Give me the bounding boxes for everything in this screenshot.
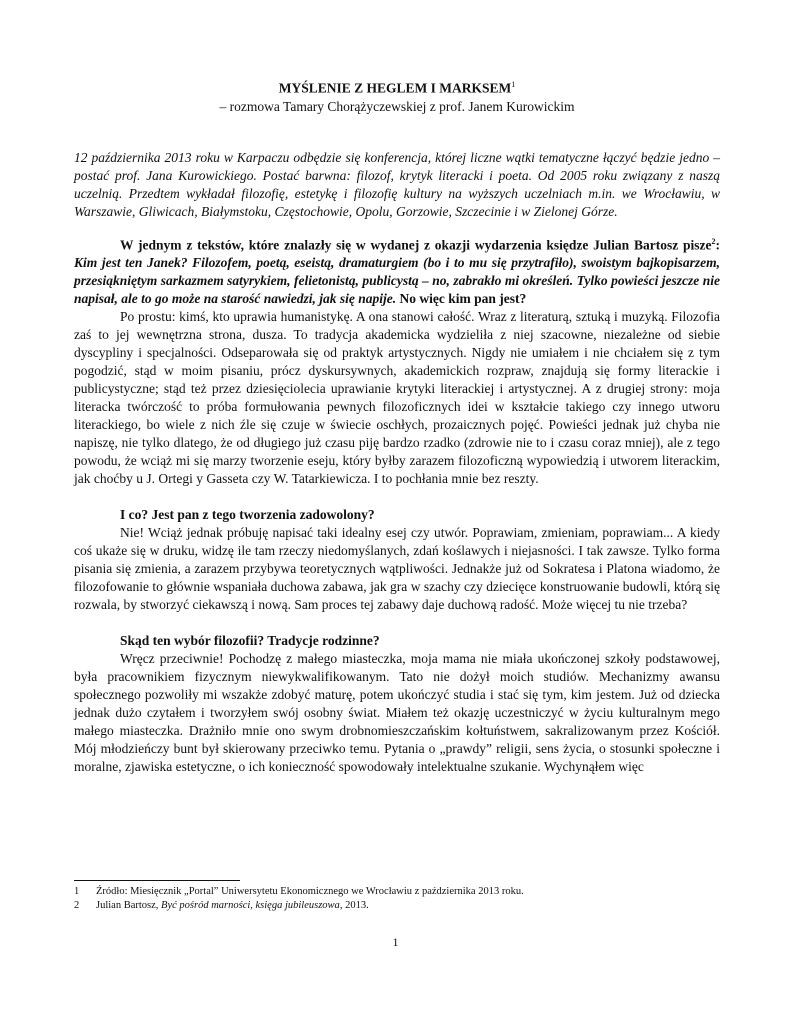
footnote-2: 2 Julian Bartosz, Być pośród marności, księga jubileuszowa, 2013. [74,900,369,911]
answer-2: Nie! Wciąż jednak próbuję napisać taki idealny esej czy utwór. Poprawiam, zmieniam, poprawiam... A kiedy coś ukaże się w druku, widzę ile tam rzeczy niedomyślanych, zdań koślawych i niejasności. I tak zawsze. Tylko forma pisania się zmienia, a zarazem przybywa teoretycznych wątpliwości. Jednakże już od Sokratesa i Platona wiadomo, że filozofowanie to głównie wspaniała duchowa zabawa, jak gra w szachy czy dziecięce konstruowanie budowli, którą się rozwala, by stworzyć ciekawszą i nową. Sam proces tej zabawy daje duchową radość. Może więcej tu nie trzeba? [74,525,720,612]
question-1-quote: Kim jest ten Janek? Filozofem, poetą, eseistą, dramaturgiem (bo i to mu się przytrafiło), swoistym bajkopisarzem, przesiąkniętym sarkazmem satyrykiem, felietonistą, publicystą – no, zabrakło mi określeń. Tylko powieści jeszcze nie napisał, ale to go może na starość nawiedzi, jak się napije. [74,255,720,306]
footnotes [74,880,720,913]
question-2: I co? Jest pan z tego tworzenia zadowolony? [120,507,375,522]
footnote-divider [74,880,240,881]
document-page [74,76,720,776]
question-1-intro: W jednym z tekstów, które znalazły się w wydanej z okazji wydarzenia księdze Julian Bartosz pisze [120,237,712,252]
question-1: W jednym z tekstów, które znalazły się w wydanej z okazji wydarzenia księdze Julian Bartosz pisze$^2$: Kim jest ten Janek? Filozofem, poetą, eseistą, dramaturgiem (bo i to mu się przytrafiło), swoistym bajkopisarzem, przesiąkniętym sarkazmem satyrykiem, felietonistą, publicystą – no, zabrakło mi określeń. Tylko powieści jeszcze nie napisał, ale to go może na starość nawiedzi, jak się napije. No więc kim pan jest? [74,236,720,306]
footnote-ref-2[interactable]: 2 [711,236,716,246]
book-title: Być pośród marności, księga jubileuszowa [161,900,340,911]
article-subtitle: – rozmowa Tamary Chorążyczewskiej z prof. Janem Kurowickim [219,98,575,114]
question-1-ask: No więc kim pan jest? [396,291,527,306]
lead-paragraph: 12 października 2013 roku w Karpaczu odbędzie się konferencja, której liczne wątki tematyczne łączyć będzie jedno – postać prof. Jana Kurowickiego. Postać barwna: filozof, krytyk literacki i poeta. Od 2005 roku związany z naszą uczelnią. Przedtem wykładał filozofię, estetykę i filozofię kultury na wyższych uczelniach m.in. we Wrocławiu, w Warszawie, Gliwicach, Białymstoku, Częstochowie, Opolu, Gorzowie, Szczecinie i w Zielonej Górze. [74,149,720,219]
footnote-1: 1 Źródło: Miesięcznik „Portal” Uniwersytetu Ekonomicznego we Wrocławiu z października 2013 roku. [74,886,524,897]
question-3: Skąd ten wybór filozofii? Tradycje rodzinne? [120,633,380,648]
title-text: MYŚLENIE Z HEGLEM I MARKSEM [278,80,512,96]
article-title [74,76,720,98]
footnote-ref-1[interactable]: 1 [511,80,516,89]
answer-3: Wręcz przeciwnie! Pochodzę z małego miasteczka, moja mama nie miała ukończonej szkoły podstawowej, była pracownikiem fizycznym niewykwalifikowanym. Tato nie dożył moich studiów. Mechanizmy awansu społecznego pozwoliły mi wszakże zdobyć maturę, potem ukończyć studia i stać się tym, kim jestem. Już od dziecka jednak dużo czytałem i tworzyłem swój osobny świat. Miałem też okazję uczestniczyć w życiu kulturalnym mego małego miasteczka. Drażniło mnie ono swym drobnomieszczańskim kołtuństwem, sakralizowanym przez Kościół. Mój młodzieńczy bunt był skierowany przeciwko temu. Pytania o „prawdy” religii, sens życia, o stosunki społeczne i moralne, zjawiska estetyczne, o ich konieczność spowodowały intelektualne szukanie. Wychynąłem więc [74,651,720,774]
page-number: 1 [392,935,399,949]
answer-1: Po prostu: kimś, kto uprawia humanistykę. A ona stanowi całość. Wraz z literaturą, sztuką i muzyką. Filozofia zaś to jej wewnętrzna strona, dusza. To tradycja akademicka wydzieliła z niej szacowne, niezależne od siebie dyscypliny i specjalności. Odseparowała się od praktyk artystycznych. Nigdy nie umiałem i nie chciałem się z tym pogodzić, stąd w moim pisaniu, prócz dyskursywnych, akademickich rozpraw, znajdują się formy literackie i publicystyczne; stąd też przez dziesięciolecia uprawianie krytyki literackiej i artystycznej. A z drugiej strony: moja literacka twórczość to próba formułowania pewnych filozoficznych idei w kształcie takiego czy innego utworu literackiego, bo wiele z nich źle się czuje w świecie oschłych, prozaicznych pojęć. Powieści jednak już chyba nie napiszę, nie tylko dlatego, że od długiego już czasu piję bardzo rzadko (zdrowie nie to i czasu coraz mniej), ale z tego powodu, że wciąż mi się marzy tworzenie eseju, który byłby zarazem filozoficzną wypowiedzią i utworem literackim, jak choćby u J. Ortegi y Gasseta czy W. Tatarkiewicza. I to pochłania mnie bez reszty. [74,309,720,486]
